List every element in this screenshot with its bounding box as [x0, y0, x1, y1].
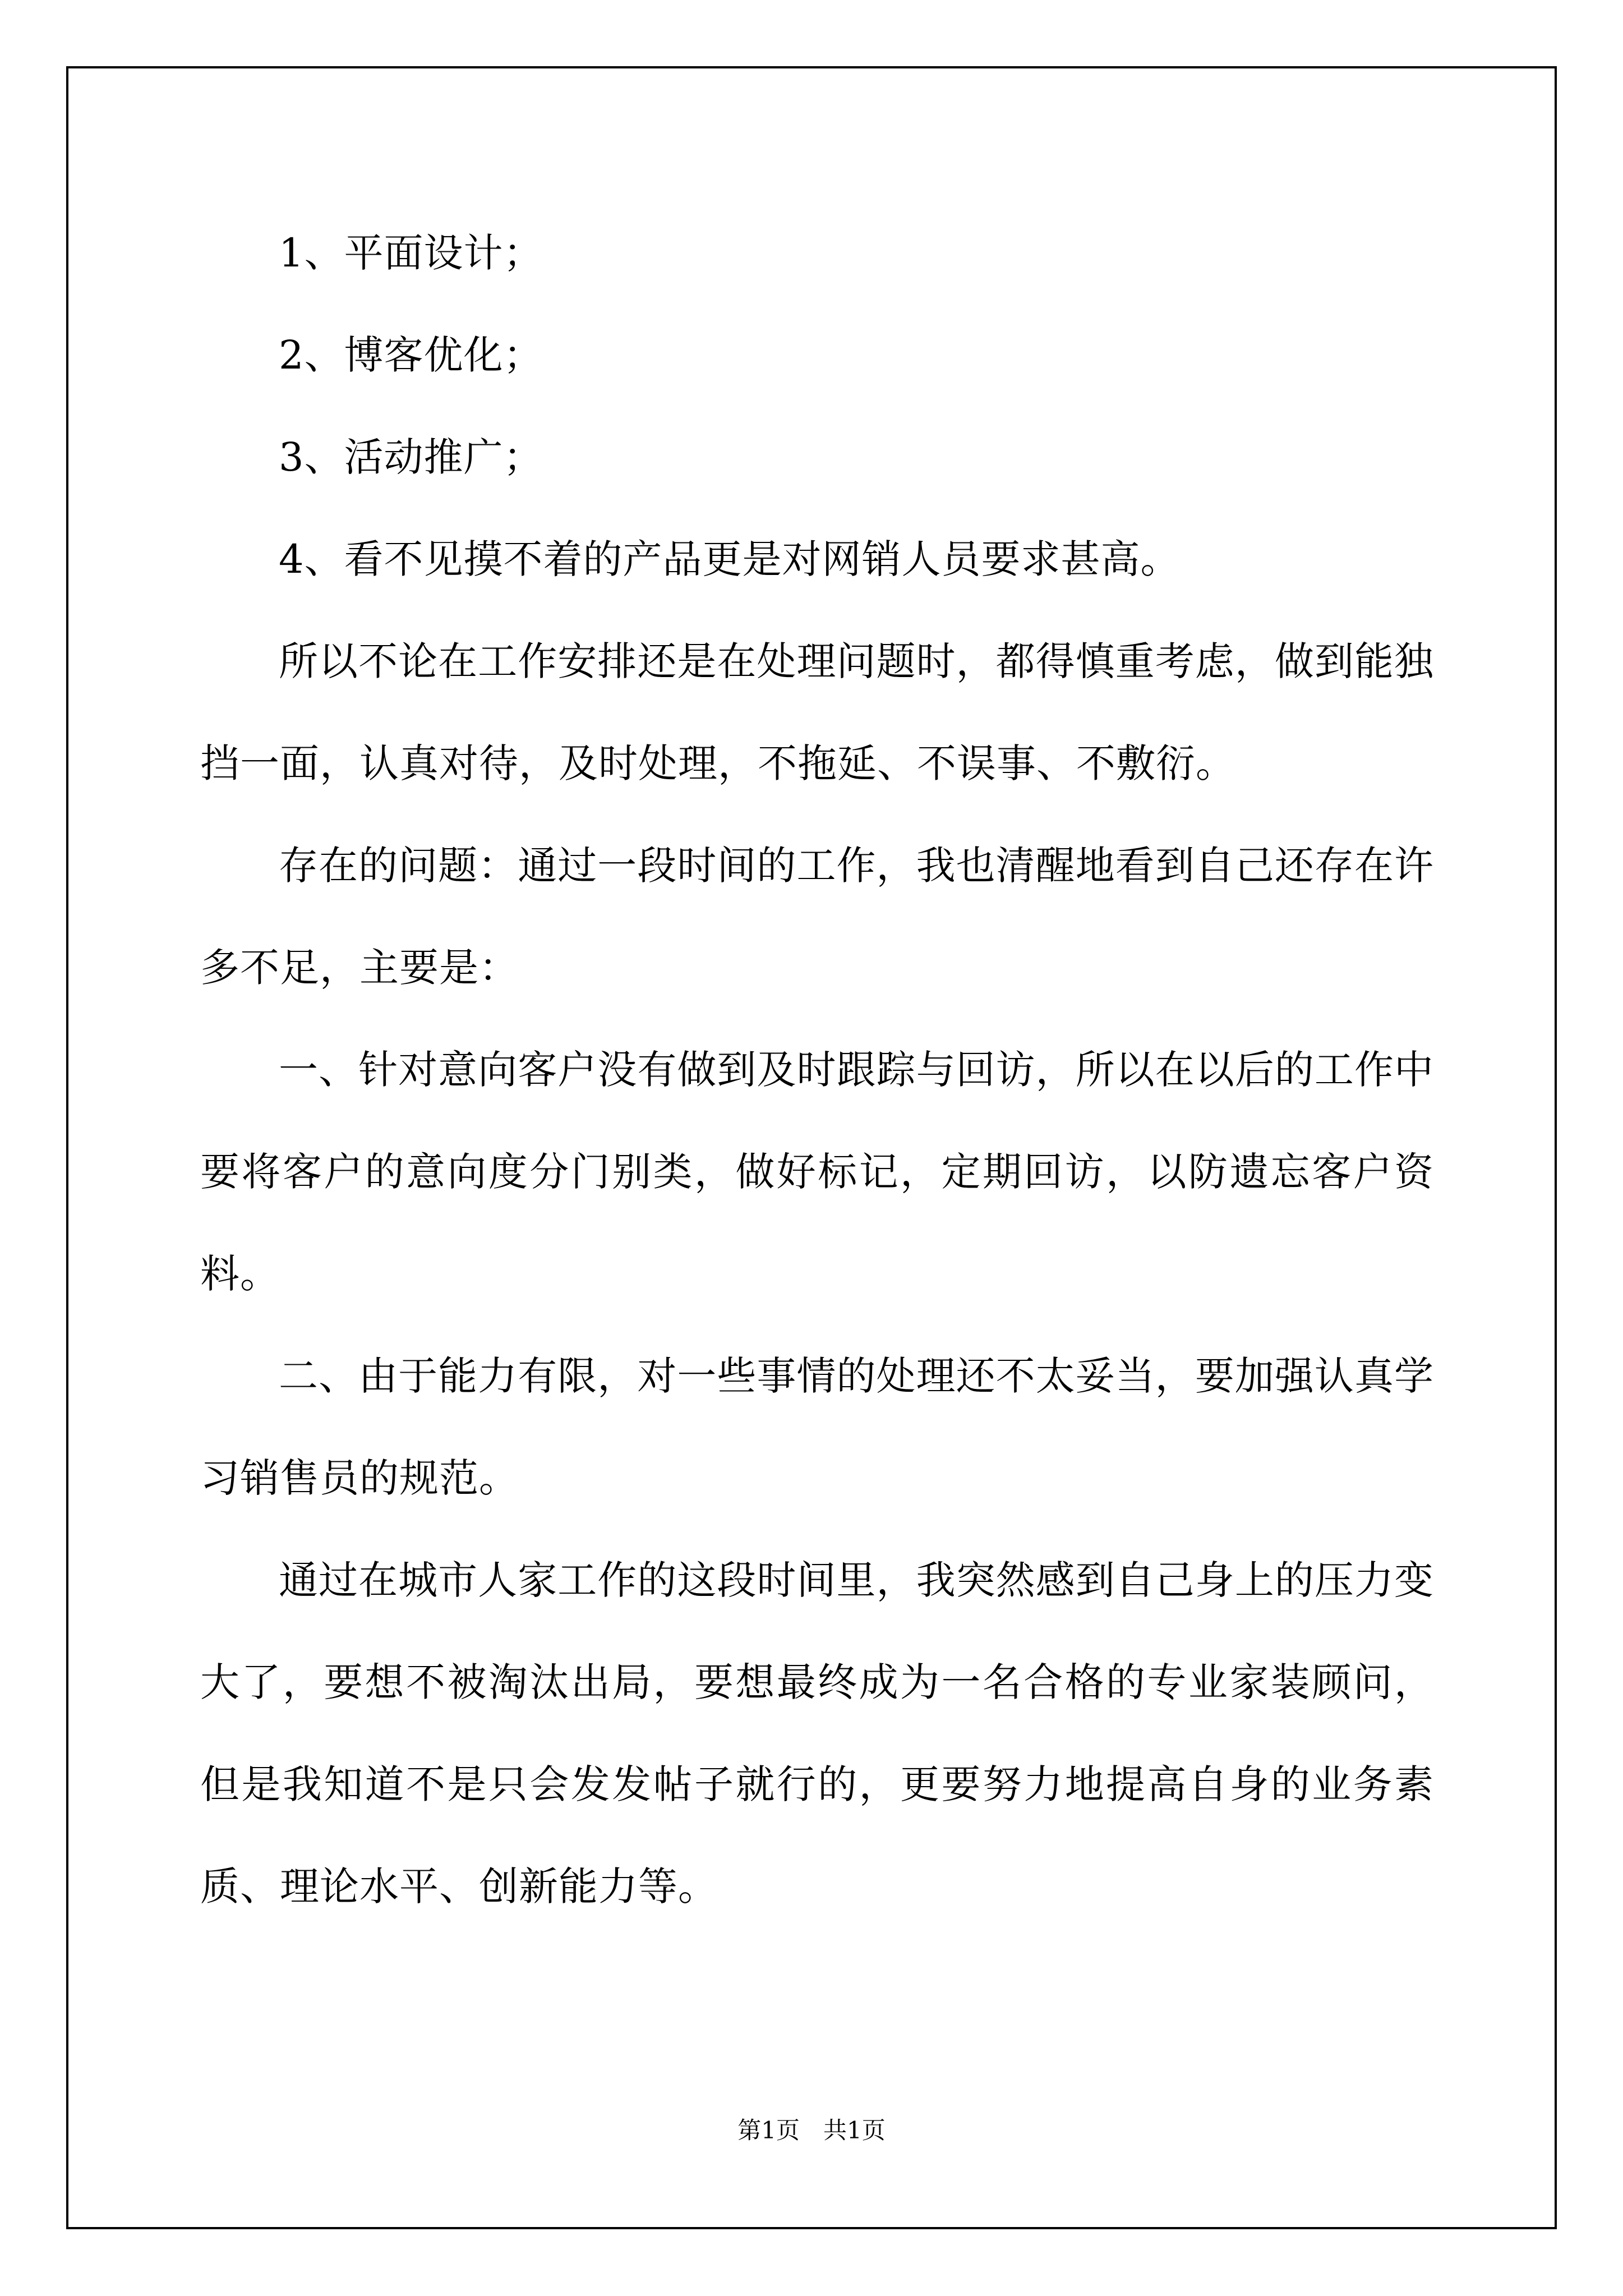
paragraph-7: 一、针对意向客户没有做到及时跟踪与回访，所以在以后的工作中要将客户的意向度分门别类，做好标记，定期回访，以防遗忘客户资料。 — [200, 1047, 1434, 1297]
paragraph-9: 通过在城市人家工作的这段时间里，我突然感到自己身上的压力变大了，要想不被淘汰出局，要想最终成为一名合格的专业家装顾问，但是我知道不是只会发发帖子就行的，更要努力地提高自身的业务素质、理论水平、创新能力等。 — [200, 1557, 1434, 1910]
paragraph-5: 所以不论在工作安排还是在处理问题时，都得慎重考虑，做到能独挡一面，认真对待，及时处理，不拖延、不误事、不敷衍。 — [200, 638, 1434, 786]
paragraph-3: 3、活动推广； — [279, 434, 543, 480]
paragraph-6: 存在的问题：通过一段时间的工作，我也清醒地看到自己还存在许多不足，主要是： — [200, 843, 1434, 991]
paragraph-2: 2、博客优化； — [279, 332, 543, 378]
page-footer: 第1页 共1页 — [737, 2116, 886, 2144]
paragraph-1: 1、平面设计； — [279, 230, 543, 276]
paragraph-8: 二、由于能力有限，对一些事情的处理还不太妥当，要加强认真学习销售员的规范。 — [200, 1353, 1434, 1501]
paragraph-4: 4、看不见摸不着的产品更是对网销人员要求甚高。 — [279, 536, 1181, 582]
document-body — [200, 202, 1434, 1938]
